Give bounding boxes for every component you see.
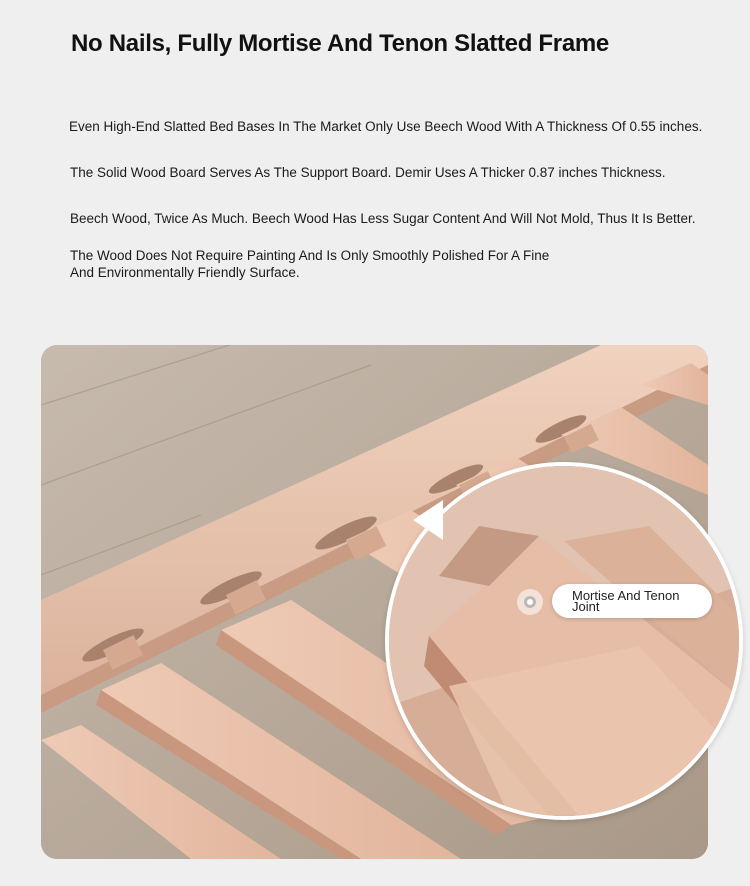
description-paragraph: Even High-End Slatted Bed Bases In The Market Only Use Beech Wood With A Thickness Of 0.55 inches. [69,119,703,134]
description-paragraph [70,247,549,281]
description-paragraph: The Solid Wood Board Serves As The Support Board. Demir Uses A Thicker 0.87 inches Thickness. [70,165,666,180]
joint-label-line: Joint [572,599,600,614]
hotspot-marker-icon [517,589,543,615]
callout-pointer [413,500,443,540]
description-line: And Environmentally Friendly Surface. [70,265,300,280]
page-title: No Nails, Fully Mortise And Tenon Slatted Frame [71,30,609,57]
description-line: The Wood Does Not Require Painting And Is Only Smoothly Polished For A Fine [70,248,550,263]
description-paragraph: Beech Wood, Twice As Much. Beech Wood Has Less Sugar Content And Will Not Mold, Thus It Is Better. [70,211,696,226]
joint-label-badge [552,584,712,618]
joint-label-line: Mortise And Tenon [572,588,680,603]
